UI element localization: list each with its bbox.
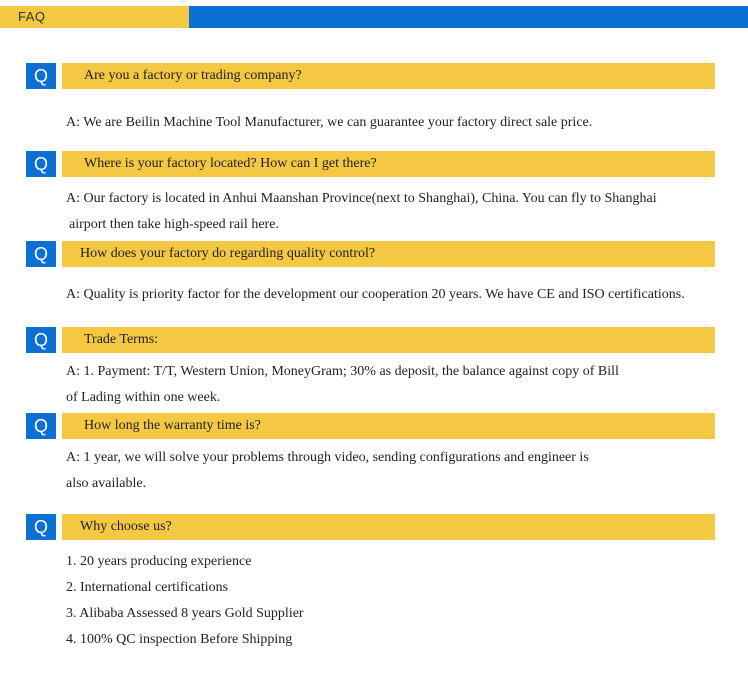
faq-answer <box>66 445 716 497</box>
question-bar <box>62 327 715 353</box>
faq-header-tab <box>0 6 189 28</box>
faq-answer <box>66 110 716 136</box>
answer-line: also available. <box>66 476 147 491</box>
faq-question-row <box>26 514 715 540</box>
answer-line: A: We are Beilin Machine Tool Manufacturer, we can guarantee your factory direct sale price. <box>66 115 593 130</box>
question-bar <box>62 241 715 267</box>
question-bar <box>62 413 715 439</box>
answer-line: of Lading within one week. <box>66 390 221 405</box>
faq-answer <box>66 186 716 238</box>
question-bar <box>62 151 715 177</box>
q-badge: Q <box>26 151 56 177</box>
faq-question-row <box>26 151 715 177</box>
question-text: Are you a factory or trading company? <box>84 68 302 83</box>
answer-line: 1. 20 years producing experience <box>66 554 252 569</box>
faq-answer <box>66 549 716 653</box>
faq-header <box>0 6 748 28</box>
q-badge: Q <box>26 413 56 439</box>
answer-line: 2. International certifications <box>66 580 229 595</box>
answer-line: A: 1 year, we will solve your problems through video, sending configurations and engineer is <box>66 450 589 465</box>
question-text: How does your factory do regarding quality control? <box>80 246 376 261</box>
faq-question-row <box>26 241 715 267</box>
answer-line: A: Our factory is located in Anhui Maanshan Province(next to Shanghai), China. You can fly to Shanghai <box>66 191 657 206</box>
question-text: How long the warranty time is? <box>84 418 261 433</box>
q-badge: Q <box>26 63 56 89</box>
answer-line: A: Quality is priority factor for the development our cooperation 20 years. We have CE and ISO certifications. <box>66 287 685 302</box>
faq-answer <box>66 359 716 411</box>
answer-line: airport then take high-speed rail here. <box>69 217 279 232</box>
q-badge: Q <box>26 514 56 540</box>
faq-header-title: FAQ <box>18 9 46 24</box>
question-bar <box>62 63 715 89</box>
question-text: Where is your factory located? How can I get there? <box>84 156 377 171</box>
q-badge: Q <box>26 327 56 353</box>
question-text: Why choose us? <box>80 519 172 534</box>
faq-question-row <box>26 327 715 353</box>
faq-header-bar <box>189 6 748 28</box>
question-bar <box>62 514 715 540</box>
faq-question-row <box>26 63 715 89</box>
q-badge: Q <box>26 241 56 267</box>
faq-answer <box>66 282 716 308</box>
faq-question-row <box>26 413 715 439</box>
answer-line: 3. Alibaba Assessed 8 years Gold Supplier <box>66 606 304 621</box>
answer-line: 4. 100% QC inspection Before Shipping <box>66 632 293 647</box>
answer-line: A: 1. Payment: T/T, Western Union, MoneyGram; 30% as deposit, the balance against copy of Bill <box>66 364 619 379</box>
question-text: Trade Terms: <box>84 332 159 347</box>
